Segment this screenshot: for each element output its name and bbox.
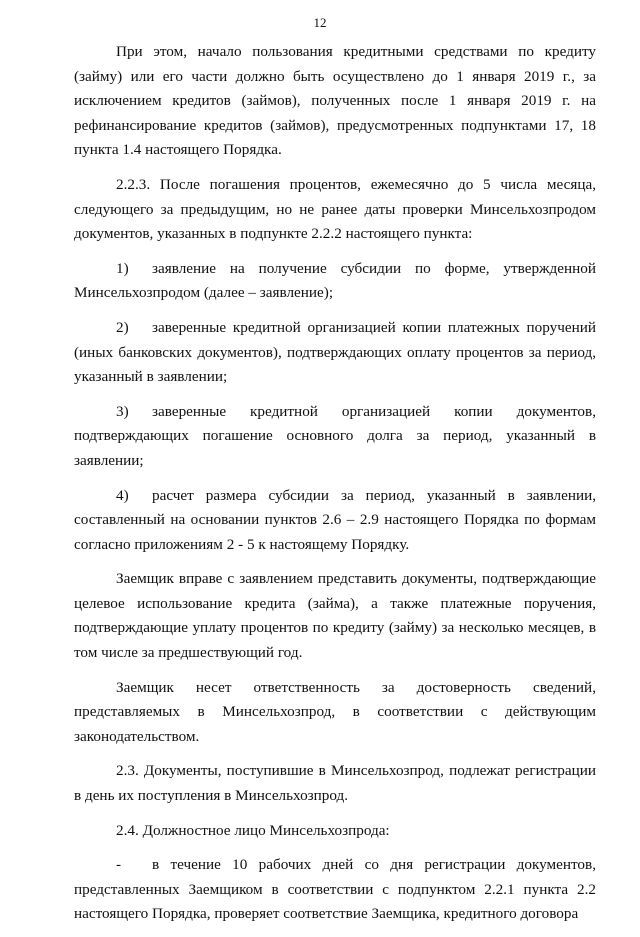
paragraph: Заемщик несет ответственность за достоверность сведений, представляемых в Минсельхозпрод, в соответствии с действующим законодательством.: [74, 678, 596, 745]
list-marker: 2): [116, 318, 129, 336]
paragraph: При этом, начало пользования кредитными средствами по кредиту (займу) или его части должно быть осуществлено до 1 января 2019 г., за исключением кредитов (займов), полученных после 1 января 2019 г. на рефинансирование кредитов (займов), предусмотренных подпунктами 17, 18 пункта 1.4 настоящего Порядка.: [74, 43, 596, 159]
paragraph: 2.4. Должностное лицо Минсельхозпрода:: [116, 821, 390, 839]
list-marker: -: [116, 856, 122, 874]
page-number: 12: [313, 15, 327, 30]
list-item: [74, 484, 596, 558]
list-item: [74, 400, 596, 474]
list-item: [74, 853, 596, 927]
list-item: [74, 316, 596, 390]
list-item: [74, 257, 596, 306]
list-item-text: заявление на получение субсидии по форме, утвержденной Минсельхозпродом (далее – заявление);: [74, 259, 596, 302]
list-item-text: заверенные кредитной организацией копии документов, подтверждающих погашение основного долга за период, указанный в заявлении;: [74, 402, 596, 469]
paragraph: Заемщик вправе с заявлением представить документы, подтверждающие целевое использование кредита (займа), а также платежные поручения, подтверждающие уплату процентов по кредиту (займу) за несколько месяцев, в том числе за предшествующий год.: [74, 570, 596, 662]
paragraph: 2.2.3. После погашения процентов, ежемесячно до 5 числа месяца, следующего за предыдущим, но не ранее даты проверки Минсельхозпродом документов, указанных в подпункте 2.2.2 настоящего пункта:: [74, 175, 596, 243]
paragraph: 2.3. Документы, поступившие в Минсельхозпрод, подлежат регистрации в день их поступления в Минсельхозпрод.: [74, 762, 596, 805]
list-item-text: заверенные кредитной организацией копии платежных поручений (иных банковских документов), подтверждающих оплату процентов за период, указанный в заявлении;: [74, 318, 596, 386]
list-marker: 1): [116, 259, 129, 277]
list-item-text: расчет размера субсидии за период, указанный в заявлении, составленный на основании пунктов 2.6 – 2.9 настоящего Порядка по формам согласно приложениям 2 - 5 к настоящему Порядку.: [74, 486, 596, 553]
list-marker: 3): [116, 402, 129, 420]
list-item-text: в течение 10 рабочих дней со дня регистрации документов, представленных Заемщиком в соответствии с подпунктом 2.2.1 пункта 2.2 настоящего Порядка, проверяет соответствие Заемщика, кредитного договора: [74, 856, 596, 923]
list-marker: 4): [116, 486, 129, 504]
body-text: [74, 40, 596, 937]
